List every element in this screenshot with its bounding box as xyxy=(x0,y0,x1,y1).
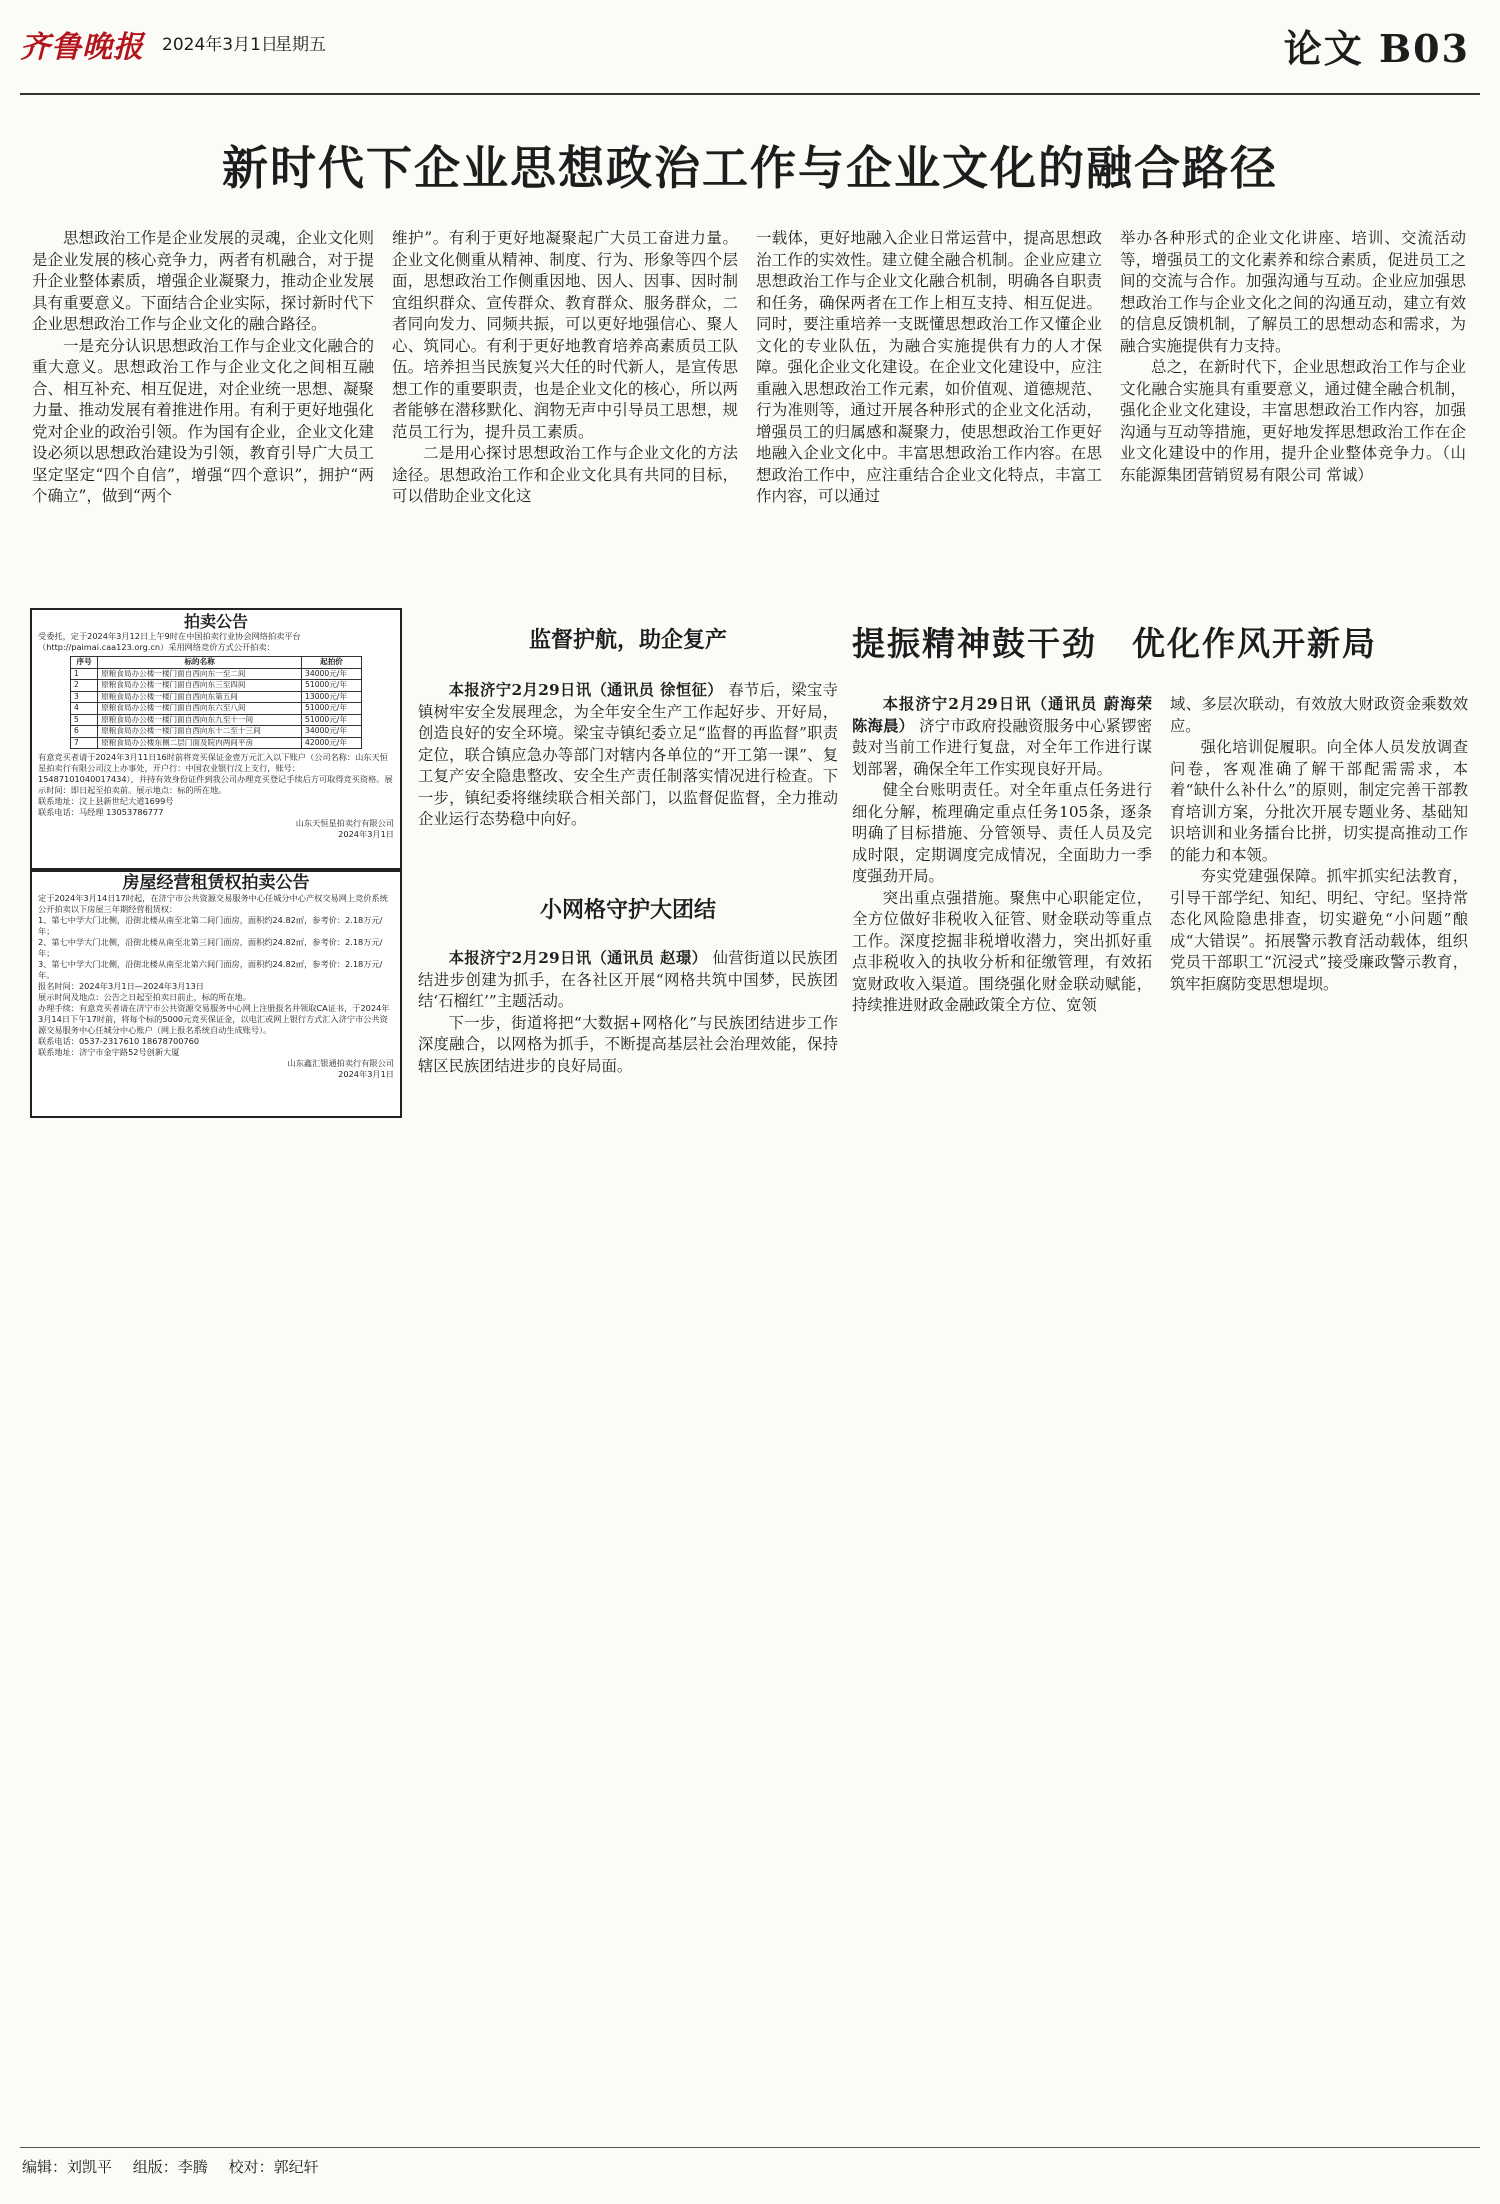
ad-line: 报名时间：2024年3月1日—2024年3月13日 xyxy=(38,981,204,991)
essay-column-4 xyxy=(1120,228,1466,486)
ad-line: 1、第七中学大门北侧，沿街北楼从南至北第二间门面房，面积约24.82㎡，参考价：2.18万元/年； xyxy=(38,915,383,936)
ad-signature-date: 2024年3月1日 xyxy=(338,1069,394,1079)
essay-column-3 xyxy=(756,228,1102,508)
ad-line: 展示时间及地点：公告之日起至拍卖日前止，标的所在地。 xyxy=(38,992,251,1002)
table-cell: 1 xyxy=(71,668,98,680)
table-cell: 6 xyxy=(71,726,98,738)
article-text: 仙营街道以民族团结进步创建为抓手，在各社区开展“网格共筑中国梦，民族团结‘石榴红’”主题活动。 xyxy=(418,949,838,1010)
table-cell: 5 xyxy=(71,714,98,726)
essay-paragraph: 思想政治工作是企业发展的灵魂，企业文化则是企业发展的核心竞争力，两者有机融合，对于提升企业整体素质，增强企业凝聚力，推动企业发展具有重要意义。下面结合企业实际，探讨新时代下企业思想政治工作与企业文化的融合路径。 xyxy=(32,229,374,333)
section-label: 论文 B03 xyxy=(1283,26,1470,71)
ad-line: 办理手续：有意竞买者请在济宁市公共资源交易服务中心网上注册报名并领取CA证书，于2024年3月14日下午17时前，将每个标的5000元竞买保证金，以电汇或网上银行方式汇入济宁市公共资源交易服务中心任城分中心账户（网上报名系统自动生成账号）。 xyxy=(38,1003,390,1035)
table-row xyxy=(71,737,362,749)
footer-rule xyxy=(20,2147,1480,2148)
table-cell: 34000元/年 xyxy=(302,668,362,680)
essay-paragraph: 二是用心探讨思想政治工作与企业文化的方法途径。思想政治工作和企业文化具有共同的目标，可以借助企业文化这 xyxy=(392,444,738,505)
page-headline: 新时代下企业思想政治工作与企业文化的融合路径 xyxy=(222,141,1278,195)
article-body-tizhen-col-b xyxy=(1170,694,1468,995)
article-text: 突出重点强措施。聚焦中心职能定位，全方位做好非税收入征管、财金联动等重点工作。深度挖掘非税增收潜力，突出抓好重点非税收入的执收分析和征缴管理，有效拓宽财政收入渠道。围绕强化财金联动赋能，持续推进财政金融政策全方位、宽领 xyxy=(852,888,1152,1014)
ad-signature: 山东天恒星拍卖行有限公司 xyxy=(295,818,394,828)
article-text: 济宁市政府投融资服务中心紧锣密鼓对当前工作进行复盘，对全年工作进行谋划部署，确保全年工作实现良好开局。 xyxy=(852,716,1152,778)
essay-paragraph: 总之，在新时代下，企业思想政治工作与企业文化融合实施具有重要意义，通过健全融合机制，强化企业文化建设，丰富思想政治工作内容，加强沟通与互动等措施，更好地发挥思想政治工作在企业文化建设中的作用，提升企业整体竞争力。（山东能源集团营销贸易有限公司 常诚） xyxy=(1120,358,1466,484)
ad-signature-date: 2024年3月1日 xyxy=(338,829,394,839)
article-text: 健全台账明责任。对全年重点任务进行细化分解，梳理确定重点任务105条，逐条明确了目标措施、分管领导、责任人员及完成时限，定期调度完成情况，全面助力一季度强劲开局。 xyxy=(852,781,1152,885)
table-cell: 13000元/年 xyxy=(302,691,362,703)
table-cell: 原粮食局办公楼东侧二层门面及院内两间平房 xyxy=(98,737,302,749)
ad-intro: 受委托，定于2024年3月12日上午9时在中国拍卖行业协会网络拍卖平台（http://paimai.caa123.org.cn）采用网络竞价方式公开拍卖： xyxy=(38,631,301,652)
essay-column-2 xyxy=(392,228,738,508)
article-body-wangge xyxy=(418,948,838,1077)
ad-title: 房屋经营租赁权拍卖公告 xyxy=(122,873,310,893)
page-footer xyxy=(22,2156,335,2177)
article-title-jiandu: 监督护航，助企复产 xyxy=(528,627,727,653)
auction-notice-ad xyxy=(30,608,402,870)
ad-body: 有意竞买者请于2024年3月11日16时前将竞买保证金壹万元汇入以下账户（公司名称：山东天恒星拍卖行有限公司汶上办事处，开户行：中国农业银行汶上支行，账号：15487101040017434），并持有效身份证件到我公司办理竞买登记手续后方可取得竞买资格。展示时间：即日起至拍卖前。展示地点：标的所在地。 xyxy=(38,752,393,795)
ad-address: 联系地址：汶上县新世纪大道1699号 xyxy=(38,796,174,806)
table-row xyxy=(71,714,362,726)
article-byline: 本报济宁2月29日讯（通讯员 徐恒征） xyxy=(448,681,724,699)
ad-line: 联系电话：0537-2317610 18678700760 xyxy=(38,1036,200,1046)
table-row xyxy=(71,668,362,680)
ad-line: 3、第七中学大门北侧，沿街北楼从南至北第六间门面房，面积约24.82㎡，参考价：2.18万元/年。 xyxy=(38,959,383,980)
table-cell: 34000元/年 xyxy=(302,726,362,738)
table-cell: 原粮食局办公楼一楼门面自西向东六至八间 xyxy=(98,703,302,715)
table-row xyxy=(71,691,362,703)
article-byline: 本报济宁2月29日讯（通讯员 赵璟） xyxy=(448,949,708,967)
footer-layout: 组版：李腾 xyxy=(132,2158,208,2176)
table-cell: 4 xyxy=(71,703,98,715)
table-cell: 原粮食局办公楼一楼门面自西向东十二至十三间 xyxy=(98,726,302,738)
ad-line: 联系地址：济宁市金宇路52号创新大厦 xyxy=(38,1047,180,1057)
footer-editor: 编辑：刘凯平 xyxy=(22,2158,113,2176)
ad-signature: 山东鑫汇银通拍卖行有限公司 xyxy=(287,1058,394,1068)
masthead xyxy=(20,18,1480,74)
article-text: 春节后，梁宝寺镇树牢安全发展理念，为全年安全生产工作起好步、开好局，创造良好的安全环境。梁宝寺镇纪委立足“监督的再监督”职责定位，联合镇应急办等部门对辖内各单位的“开工第一课”、复工复产安全隐患整改、安全生产责任制落实情况进行检查。下一步，镇纪委将继续联合相关部门，以监督促监督，全力推动企业运行态势稳中向好。 xyxy=(418,681,838,828)
lease-auction-ad xyxy=(30,870,402,1118)
table-header: 序号 xyxy=(71,657,98,669)
header-rule xyxy=(20,93,1480,95)
article-text: 下一步，街道将把“大数据+网格化”与民族团结进步工作深度融合，以网格为抓手，不断提高基层社会治理效能，保持辖区民族团结进步的良好局面。 xyxy=(418,1013,838,1075)
table-cell: 7 xyxy=(71,737,98,749)
article-text: 强化培训促履职。向全体人员发放调查问卷，客观准确了解干部配需需求，本着“缺什么补什么”的原则，制定完善干部教育培训方案，分批次开展专题业务、基础知识培训和业务擂台比拼，切实提高推动工作的能力和本领。 xyxy=(1170,738,1468,864)
ad-title: 拍卖公告 xyxy=(183,612,248,631)
table-header: 标的名称 xyxy=(98,657,302,669)
table-cell: 原粮食局办公楼一楼门面自西向东第五间 xyxy=(98,691,302,703)
ad-line: 定于2024年3月14日17时起，在济宁市公共资源交易服务中心任城分中心产权交易网上竞价系统公开拍卖以下房屋三年期经营租赁权： xyxy=(38,893,388,914)
table-cell: 51000元/年 xyxy=(302,714,362,726)
table-header: 起拍价 xyxy=(302,657,362,669)
table-cell: 51000元/年 xyxy=(302,680,362,692)
essay-paragraph: 一载体，更好地融入企业日常运营中，提高思想政治工作的实效性。建立健全融合机制。企业应建立思想政治工作与企业文化融合机制，明确各自职责和任务，确保两者在工作上相互支持、相互促进。同时，要注重培养一支既懂思想政治工作又懂企业文化的专业队伍，为融合实施提供有力的人才保障。强化企业文化建设。在企业文化建设中，应注重融入思想政治工作元素，如价值观、道德规范、行为准则等，通过开展各种形式的企业文化活动，增强员工的归属感和凝聚力，使思想政治工作更好地融入企业文化中。丰富思想政治工作内容。在思想政治工作中，应注重结合企业文化特点，丰富工作内容，可以通过 xyxy=(756,229,1102,505)
table-cell: 原粮食局办公楼一楼门面自西向东三至四间 xyxy=(98,680,302,692)
article-title-tizhen: 提振精神鼓干劲 优化作风开新局 xyxy=(852,624,1377,663)
table-cell: 原粮食局办公楼一楼门面自西向东一至二间 xyxy=(98,668,302,680)
article-text: 夯实党建强保障。抓牢抓实纪法教育，引导干部学纪、知纪、明纪、守纪。坚持常态化风险隐患排查，切实避免“小问题”酿成“大错误”。拓展警示教育活动载体，组织党员干部职工“沉浸式”接受廉政警示教育，筑牢拒腐防变思想堤坝。 xyxy=(1170,867,1468,993)
footer-proof: 校对：郭纪轩 xyxy=(228,2158,319,2176)
table-cell: 3 xyxy=(71,691,98,703)
essay-paragraph: 一是充分认识思想政治工作与企业文化融合的重大意义。思想政治工作与企业文化之间相互融合、相互补充、相互促进，对企业统一思想、凝聚力量、推动发展有着推进作用。有利于更好地强化党对企业的政治引领。作为国有企业，企业文化建设必须以思想政治建设为引领，教育引导广大员工坚定坚定“四个自信”，增强“四个意识”，拥护“两个确立”，做到“两个 xyxy=(32,336,374,505)
table-header-row xyxy=(71,657,362,669)
essay-column-1 xyxy=(32,228,374,508)
table-cell: 51000元/年 xyxy=(302,703,362,715)
ad-line: 2、第七中学大门北侧，沿街北楼从南至北第三间门面房，面积约24.82㎡，参考价：2.18万元/年； xyxy=(38,937,383,958)
essay-paragraph: 维护”。有利于更好地凝聚起广大员工奋进力量。企业文化侧重从精神、制度、行为、形象等四个层面，思想政治工作侧重因地、因人、因事、因时制宜组织群众、宣传群众、教育群众、服务群众，二者同向发力、同频共振，可以更好地强信心、聚人心、筑同心。有利于更好地教育培养高素质员工队伍。培养担当民族复兴大任的时代新人，是宣传思想工作的重要职责，也是企业文化的核心，所以两者能够在潜移默化、润物无声中引导员工思想，规范员工行为，提升员工素质。 xyxy=(392,229,738,441)
table-row xyxy=(71,680,362,692)
newspaper-logo: 齐鲁晚报 xyxy=(20,30,144,65)
article-byline: 本报济宁2月29日讯（通讯员 蔚海荣 陈海晨） xyxy=(852,695,1152,735)
table-row xyxy=(71,703,362,715)
issue-weekday: 星期五 xyxy=(275,35,326,55)
essay-paragraph: 举办各种形式的企业文化讲座、培训、交流活动等，增强员工的文化素养和综合素质，促进员工之间的交流与合作。加强沟通与互动。企业应加强思想政治工作与企业文化之间的沟通互动，建立有效的信息反馈机制，了解员工的思想动态和需求，为融合实施提供有力支持。 xyxy=(1120,229,1466,355)
article-body-tizhen-col-a xyxy=(852,694,1152,1017)
issue-date: 2024年3月1日 xyxy=(162,35,278,55)
table-cell: 原粮食局办公楼一楼门面自西向东九至十一间 xyxy=(98,714,302,726)
article-title-wangge: 小网格守护大团结 xyxy=(539,897,716,923)
table-cell: 42000元/年 xyxy=(302,737,362,749)
auction-table xyxy=(70,656,362,749)
article-text: 域、多层次联动，有效放大财政资金乘数效应。 xyxy=(1170,695,1468,735)
article-body-jiandu xyxy=(418,680,838,831)
table-cell: 2 xyxy=(71,680,98,692)
ad-phone: 联系电话：马经理 13053786777 xyxy=(38,807,164,817)
table-row xyxy=(71,726,362,738)
